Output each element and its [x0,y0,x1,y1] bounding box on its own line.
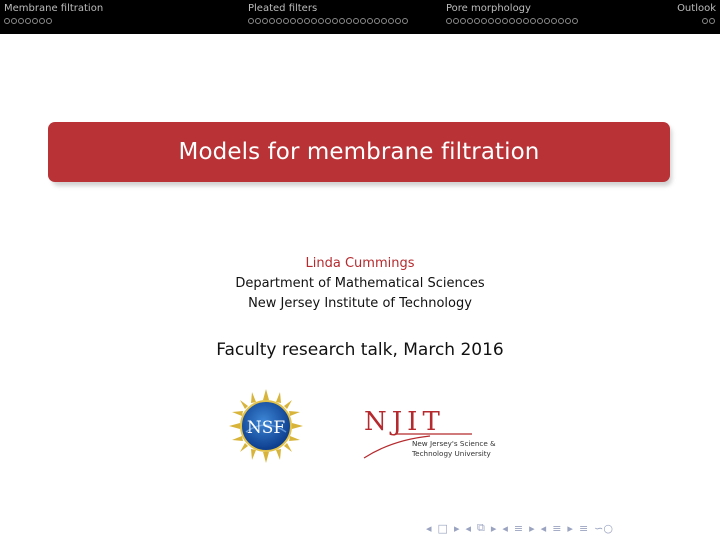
nav-slide-dot[interactable] [248,18,254,24]
nav-slide-dot[interactable] [318,18,324,24]
nav-section-outlook[interactable] [677,3,716,26]
nav-slide-dot[interactable] [488,18,494,24]
nav-slide-dot[interactable] [353,18,359,24]
nav-slide-dot[interactable] [453,18,459,24]
nav-slide-dot[interactable] [523,18,529,24]
nav-section-title[interactable]: Outlook [677,3,716,14]
nav-slide-dot[interactable] [304,18,310,24]
nav-slide-dot[interactable] [4,18,10,24]
subsection-icon[interactable]: ⧉ [477,521,485,534]
svg-text:NJIT: NJIT [364,407,445,437]
nav-slide-dot[interactable] [474,18,480,24]
nav-section-pore-morphology[interactable] [446,3,579,26]
nav-slide-dot[interactable] [276,18,282,24]
svg-text:Technology University: Technology University [412,449,491,458]
nav-slide-dot[interactable] [346,18,352,24]
nav-slide-dot[interactable] [255,18,261,24]
subsection-forward-icon[interactable]: ▸ [490,521,497,535]
nav-slide-dot[interactable] [702,18,708,24]
nav-slide-dot[interactable] [269,18,275,24]
nav-slide-dot[interactable] [262,18,268,24]
nav-slide-dot[interactable] [339,18,345,24]
nav-slide-dot[interactable] [25,18,31,24]
nav-slide-dot[interactable] [502,18,508,24]
title-box [48,122,670,182]
nav-slide-dot[interactable] [367,18,373,24]
nav-slide-dot[interactable] [374,18,380,24]
nav-slide-dot[interactable] [311,18,317,24]
subsection-back-icon[interactable]: ◂ [465,521,471,535]
nav-slide-dot[interactable] [516,18,522,24]
nav-section-dots[interactable] [248,18,409,26]
nav-slide-dot[interactable] [381,18,387,24]
nav-slide-dot[interactable] [290,18,296,24]
nav-slide-dot[interactable] [709,18,715,24]
nav-section-dots[interactable] [4,18,103,26]
nav-slide-dot[interactable] [565,18,571,24]
document-icon[interactable]: ≡ [552,521,562,535]
author-block [0,254,720,314]
search-loop-icon[interactable]: ∽○ [594,521,613,535]
nav-slide-dot[interactable] [39,18,45,24]
frame-icon[interactable]: □ [437,521,448,535]
section-back-icon[interactable]: ◂ [502,521,508,535]
nav-slide-dot[interactable] [544,18,550,24]
section-forward-icon[interactable]: ▸ [529,521,535,535]
nav-slide-dot[interactable] [558,18,564,24]
frame-back-icon[interactable]: ◂ [426,521,432,535]
nav-section-pleated-filters[interactable] [248,3,409,26]
nav-slide-dot[interactable] [360,18,366,24]
nav-section-title[interactable]: Pore morphology [446,3,531,14]
author-name: Linda Cummings [305,256,415,271]
nav-slide-dot[interactable] [297,18,303,24]
frame-forward-icon[interactable]: ▸ [453,521,460,535]
svg-text:NSF: NSF [246,418,286,438]
nav-slide-dot[interactable] [18,18,24,24]
nav-slide-dot[interactable] [467,18,473,24]
nav-slide-dot[interactable] [325,18,331,24]
nsf-logo-icon [228,388,304,464]
nav-slide-dot[interactable] [283,18,289,24]
nav-section-dots[interactable] [446,18,579,26]
section-navbar [0,0,720,34]
nav-slide-dot[interactable] [402,18,408,24]
nav-slide-dot[interactable] [446,18,452,24]
nav-section-dots[interactable] [677,18,716,26]
nav-slide-dot[interactable] [11,18,17,24]
nav-slide-dot[interactable] [388,18,394,24]
talk-info: Faculty research talk, March 2016 [216,340,504,360]
nav-slide-dot[interactable] [481,18,487,24]
beamer-navigation [426,521,716,535]
svg-text:New Jersey's Science &: New Jersey's Science & [412,439,496,448]
nav-slide-dot[interactable] [460,18,466,24]
affiliation-institute: New Jersey Institute of Technology [248,296,472,311]
nav-slide-dot[interactable] [537,18,543,24]
nav-slide-dot[interactable] [551,18,557,24]
nav-slide-dot[interactable] [46,18,52,24]
document-forward-icon[interactable]: ▸ [567,521,573,535]
align-icon[interactable]: ≡ [578,521,589,535]
nav-slide-dot[interactable] [395,18,401,24]
document-back-icon[interactable]: ◂ [540,521,547,535]
nav-slide-dot[interactable] [572,18,578,24]
nav-slide-dot[interactable] [332,18,338,24]
nav-slide-dot[interactable] [509,18,515,24]
slide-title: Models for membrane filtration [178,139,540,165]
nav-slide-dot[interactable] [530,18,536,24]
affiliation-department: Department of Mathematical Sciences [235,276,485,291]
njit-logo-icon [362,406,522,462]
nav-section-title[interactable]: Pleated filters [248,3,318,14]
nav-slide-dot[interactable] [495,18,501,24]
nav-slide-dot[interactable] [32,18,38,24]
nav-section-title[interactable]: Membrane filtration [4,3,104,14]
section-icon[interactable]: ≡ [513,521,524,535]
nav-section-membrane-filtration[interactable] [4,3,103,26]
